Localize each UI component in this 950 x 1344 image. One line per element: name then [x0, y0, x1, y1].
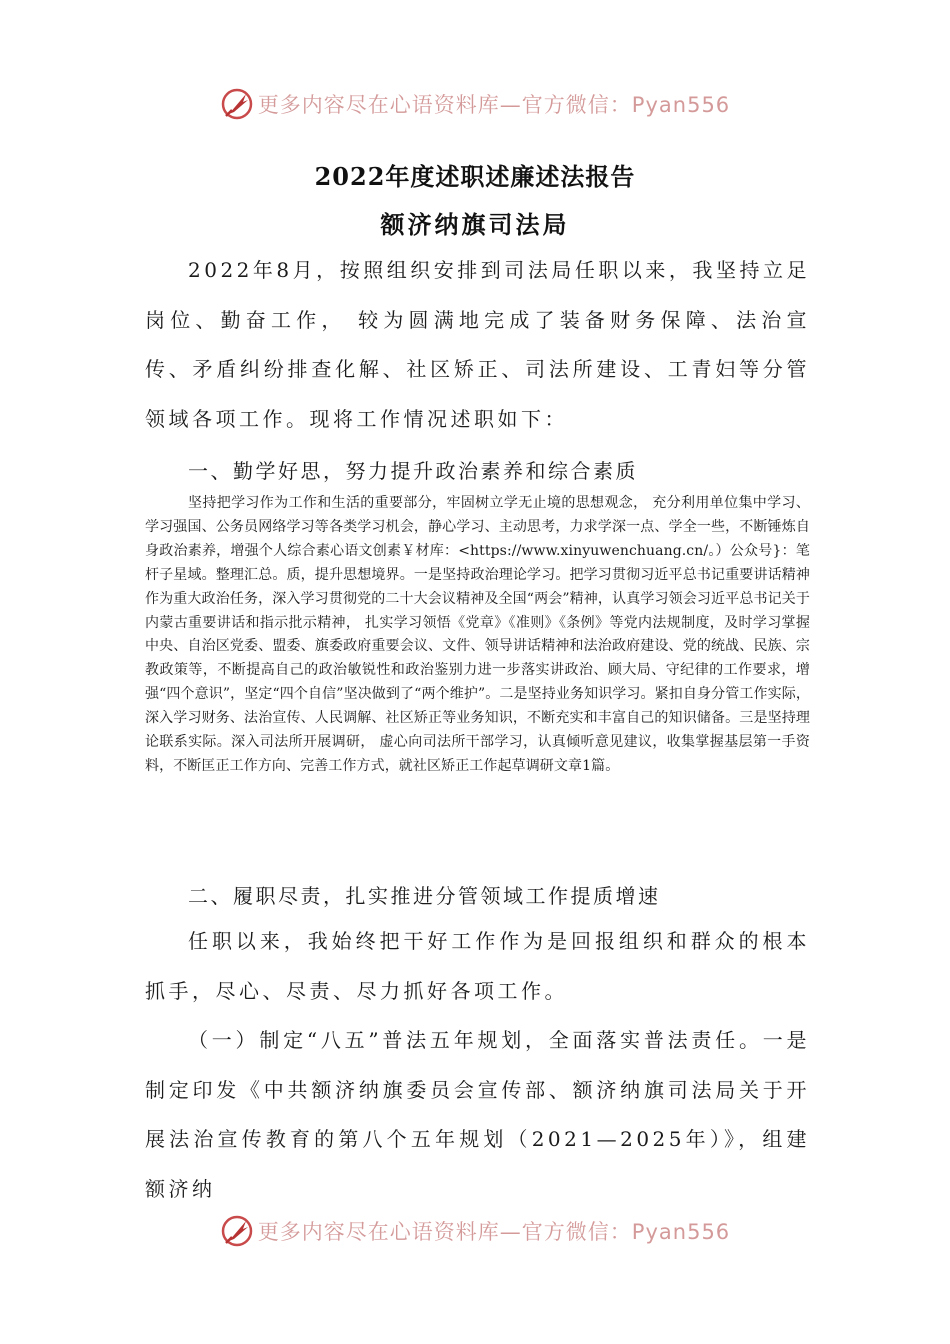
- section2-item1-block: [145, 1016, 810, 1214]
- watermark-text: 更多内容尽在心语资料库—官方微信：Pyan556: [257, 93, 731, 117]
- section1-heading-block: [145, 455, 810, 484]
- quill-logo-icon: [220, 87, 254, 121]
- watermark-banner-bottom: [0, 1211, 950, 1251]
- quill-logo-icon: [220, 1214, 254, 1248]
- intro-section: [145, 246, 810, 444]
- section2-intro: 任职以来，我始终把干好工作作为是回报组织和群众的根本抓手，尽心、尽责、尽力抓好各项工作。: [145, 929, 810, 1003]
- section1-body-block: [145, 492, 810, 779]
- document-title: 2022年度述职述廉述法报告: [314, 162, 636, 191]
- section1-body: 坚持把学习作为工作和生活的重要部分，牢固树立学无止境的思想观念， 充分利用单位集中学习、学习强国、公务员网络学习等各类学习机会，静心学习、主动思考，力求学深一点、学全一些，不断锤炼自身政治素养，增强个人综合素心语文创素￥材库：<https://www.xinyuwenchuang.cn/。）公众号}：笔杆子星域。整理汇总。质，提升思想境界。一是坚持政治理论学习。把学习贯彻习近平总书记重要讲话精神作为重大政治任务，深入学习贯彻党的二十大会议精神及全国“两会”精神，认真学习领会习近平总书记关于内蒙古重要讲话和指示批示精神， 扎实学习领悟《党章》《准则》《条例》等党内法规制度，及时学习掌握中央、自治区党委、盟委、旗委政府重要会议、文件、领导讲话精神和法治政府建设、党的统战、民族、宗教政策等，不断提高自己的政治敏锐性和政治鉴别力进一步落实讲政治、顾大局、守纪律的工作要求，增强“四个意识”，坚定“四个自信”坚决做到了“两个维护”。二是坚持业务知识学习。紧扣自身分管工作实际，深入学习财务、法治宣传、人民调解、社区矫正等业务知识，不断充实和丰富自己的知识储备。三是坚持理论联系实际。深入司法所开展调研， 虚心向司法所干部学习，认真倾听意见建议，收集掌握基层第一手资料，不断匡正工作方向、完善工作方式，就社区矫正工作起草调研文章1篇。: [145, 495, 810, 774]
- watermark-text: 更多内容尽在心语资料库—官方微信：Pyan556: [257, 1220, 731, 1244]
- section2-intro-block: [145, 917, 810, 1016]
- document-subtitle: 额济纳旗司法局: [380, 210, 570, 239]
- watermark-banner-top: [0, 84, 950, 124]
- section2-item1: （一）制定“八五”普法五年规划，全面落实普法责任。一是制定印发《中共额济纳旗委员会宣传部、额济纳旗司法局关于开展法治宣传教育的第八个五年规划（2021—2025年）》，组建额济纳: [145, 1028, 810, 1201]
- section2-heading-block: [145, 880, 810, 909]
- intro-paragraph: 2022年8月，按照组织安排到司法局任职以来，我坚持立足岗位、勤奋工作， 较为圆满地完成了装备财务保障、法治宣传、矛盾纠纷排查化解、社区矫正、司法所建设、工青妇等分管领域各项工作。现将工作情况述职如下：: [145, 258, 810, 431]
- section2-heading: 二、履职尽责，扎实推进分管领域工作提质增速: [188, 884, 661, 908]
- section1-heading: 一、勤学好思，努力提升政治素养和综合素质: [188, 459, 638, 483]
